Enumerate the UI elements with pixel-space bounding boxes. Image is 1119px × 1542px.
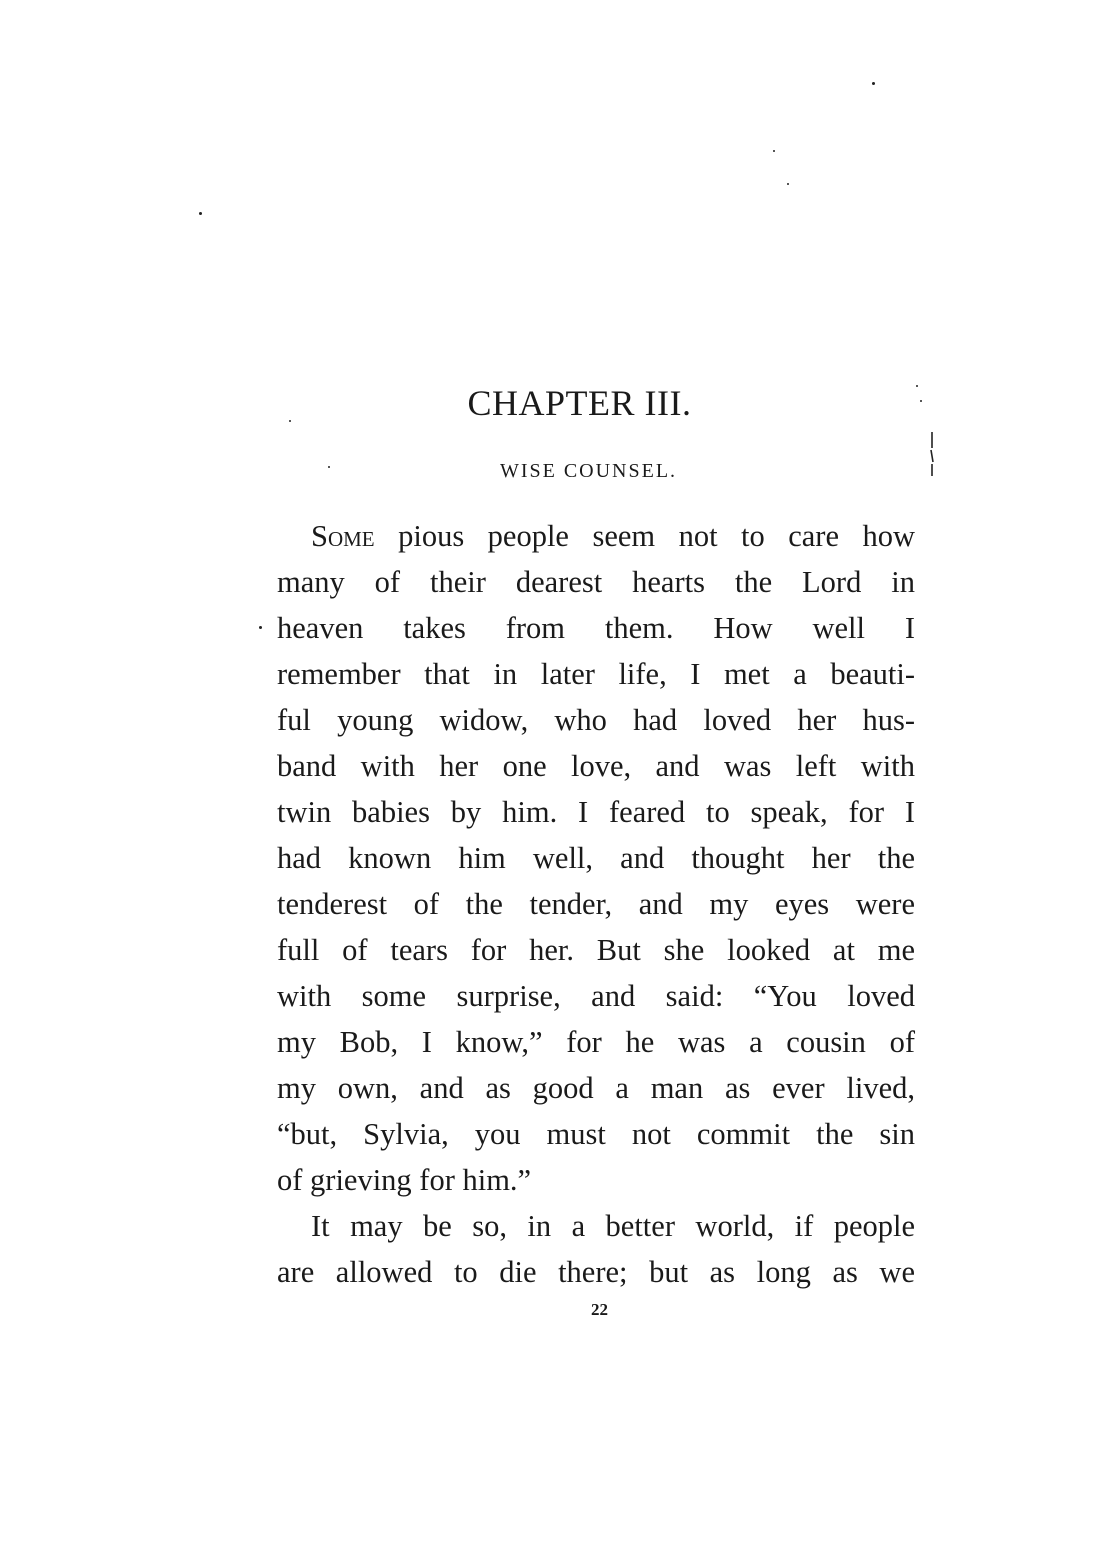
text-line: heaven takes from them. How well I bbox=[277, 611, 915, 645]
text-line: of grieving for him.” bbox=[277, 1163, 532, 1197]
text-line: band with her one love, and was left with bbox=[277, 749, 915, 783]
scan-speck bbox=[920, 400, 922, 402]
scan-speck bbox=[916, 385, 918, 387]
text-line: had known him well, and thought her the bbox=[277, 841, 915, 875]
small-caps-lead: Some bbox=[311, 519, 375, 553]
text-line: my Bob, I know,” for he was a cousin of bbox=[277, 1025, 915, 1059]
text-line: tenderest of the tender, and my eyes were bbox=[277, 887, 915, 921]
text-line: remember that in later life, I met a beauti- bbox=[277, 657, 915, 691]
text-line: It may be so, in a better world, if people bbox=[311, 1209, 915, 1243]
page-number: 22 bbox=[591, 1300, 608, 1319]
text-line: full of tears for her. But she looked at me bbox=[277, 933, 915, 967]
scan-speck bbox=[773, 150, 775, 152]
text-line: ful young widow, who had loved her hus- bbox=[277, 703, 915, 737]
text-line: twin babies by him. I feared to speak, for I bbox=[277, 795, 915, 829]
margin-mark bbox=[930, 432, 934, 476]
chapter-subtitle: WISE COUNSEL. bbox=[499, 460, 678, 482]
text-line: many of their dearest hearts the Lord in bbox=[277, 565, 915, 599]
scan-speck bbox=[328, 466, 330, 468]
scan-speck bbox=[872, 82, 875, 85]
scan-speck bbox=[259, 626, 262, 629]
scan-speck bbox=[289, 420, 291, 422]
chapter-title: CHAPTER III. bbox=[467, 383, 692, 423]
text-line: with some surprise, and said: “You loved bbox=[277, 979, 915, 1013]
text-line: “but, Sylvia, you must not commit the sin bbox=[277, 1117, 915, 1151]
scan-speck bbox=[199, 212, 202, 215]
text-line bbox=[311, 513, 915, 559]
text-line: are allowed to die there; but as long as we bbox=[277, 1255, 915, 1289]
text-line: my own, and as good a man as ever lived, bbox=[277, 1071, 915, 1105]
text-line-content: pious people seem not to care how bbox=[374, 519, 915, 553]
scan-speck bbox=[787, 183, 789, 185]
